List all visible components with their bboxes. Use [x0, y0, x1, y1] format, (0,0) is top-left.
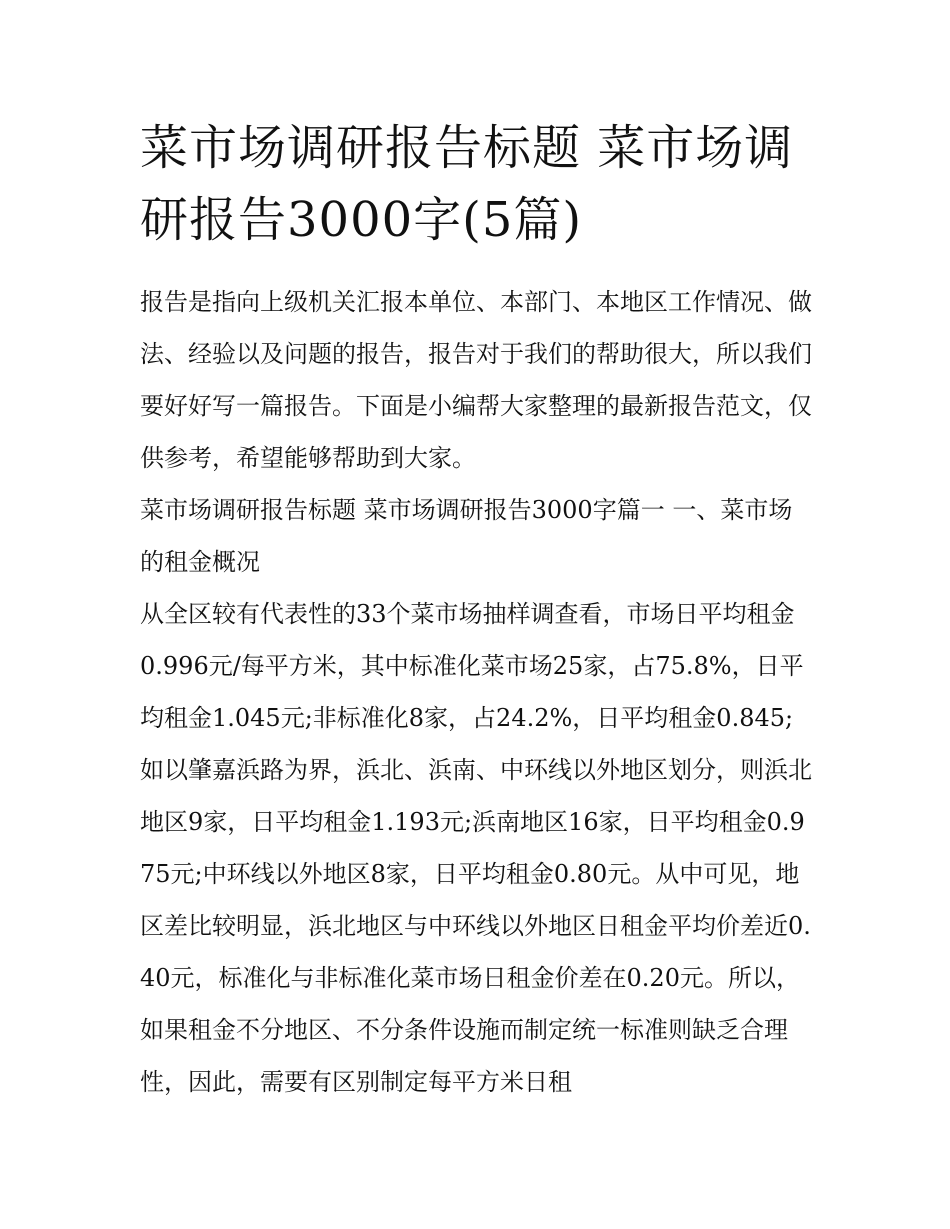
- document-title: 菜市场调研报告标题 菜市场调研报告3000字(5篇): [140, 120, 794, 248]
- intro-paragraph: 报告是指向上级机关汇报本单位、本部门、本地区工作情况、做法、经验以及问题的报告，报告对于我们的帮助很大，所以我们要好好写一篇报告。下面是小编帮大家整理的最新报告范文，仅供参考，希望能够帮助到大家。: [140, 288, 812, 472]
- body-paragraph: 从全区较有代表性的33个菜市场抽样调查看，市场日平均租金0.996元/每平方米，其中标准化菜市场25家，占75.8%，日平均租金1.045元;非标准化8家，占24.2%，日平均租金0.845;如以肇嘉浜路为界，浜北、浜南、中环线以外地区划分，则浜北地区9家，日平均租金1.193元;浜南地区16家，日平均租金0.975元;中环线以外地区8家，日平均租金0.80元。从中可见，地区差比较明显，浜北地区与中环线以外地区日租金平均价差近0.40元，标准化与非标准化菜市场日租金价差在0.20元。所以，如果租金不分地区、不分条件设施而制定统一标准则缺乏合理性，因此，需要有区别制定每平方米日租: [140, 600, 812, 1096]
- section-heading-paragraph: 菜市场调研报告标题 菜市场调研报告3000字篇一 一、菜市场的租金概况: [140, 496, 793, 576]
- document-content: [140, 112, 812, 1108]
